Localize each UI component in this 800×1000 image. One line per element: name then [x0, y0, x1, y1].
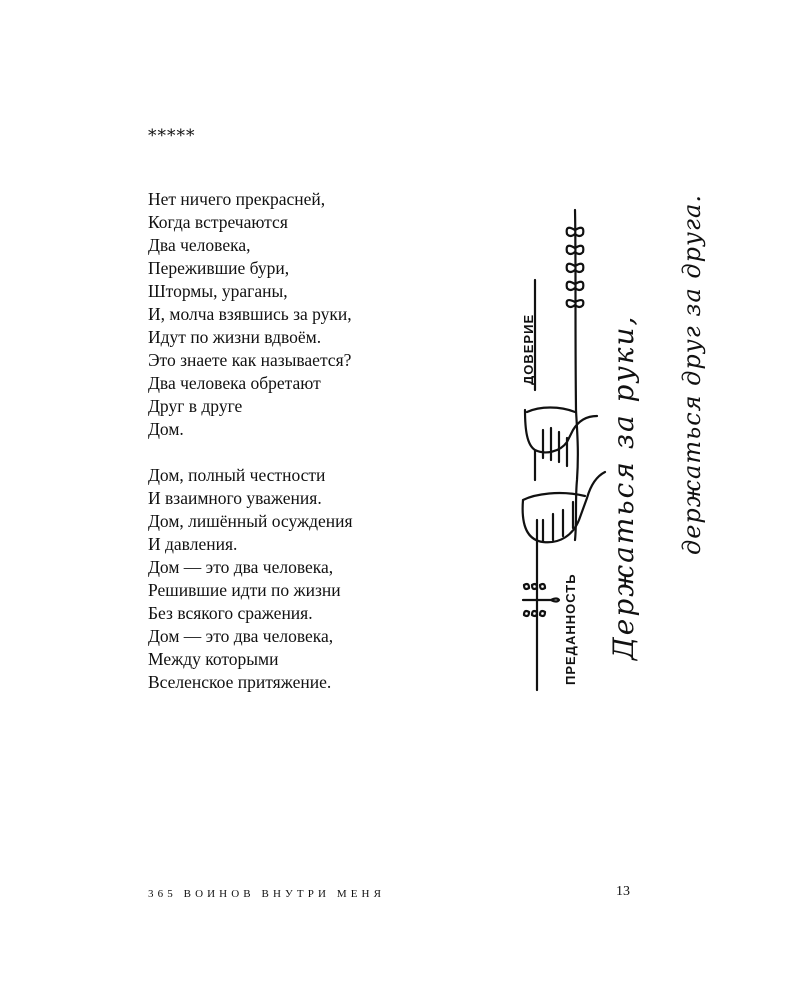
- caption-hold-hands: Держаться за руки,: [607, 314, 640, 660]
- label-trust: ДОВЕРИЕ: [521, 313, 536, 385]
- caption-hold-each-other: держаться друг за друга.: [678, 194, 706, 555]
- left-sprig-leaves: [523, 584, 559, 616]
- hands-illustration: [505, 180, 735, 720]
- running-footer-title: 365 ВОИНОВ ВНУТРИ МЕНЯ: [148, 888, 386, 900]
- poem-line: Дом.: [148, 419, 184, 439]
- poem-line: Дом — это два человека,: [148, 626, 334, 646]
- poem-line: Между которыми: [148, 649, 279, 669]
- upper-hand: [525, 408, 597, 481]
- right-stem: [575, 210, 576, 410]
- poem-line: Идут по жизни вдвоём.: [148, 327, 322, 347]
- poem-line: Без всякого сражения.: [148, 603, 313, 623]
- poem-line: Два человека обретают: [148, 373, 321, 393]
- poem-line: Друг в друге: [148, 396, 243, 416]
- poem-line: И давления.: [148, 534, 238, 554]
- poem-line: Решившие идти по жизни: [148, 580, 341, 600]
- poem-line: Дом, полный честности: [148, 465, 326, 485]
- poem-line: Два человека,: [148, 235, 251, 255]
- page-number: 13: [616, 884, 630, 899]
- poem-line: Дом — это два человека,: [148, 557, 334, 577]
- stanza-1: [148, 188, 353, 441]
- poem-line: Это знаете как называется?: [148, 350, 352, 370]
- poem-line: И взаимного уважения.: [148, 488, 322, 508]
- poem-line: И, молча взявшись за руки,: [148, 304, 352, 324]
- hands-connector: [575, 410, 578, 540]
- poem-line: Нет ничего прекрасней,: [148, 189, 326, 209]
- stanza-2: [148, 464, 353, 694]
- poem-line: Пережившие бури,: [148, 258, 290, 278]
- lower-hand: [523, 472, 605, 542]
- poem-line: Дом, лишённый осуждения: [148, 511, 353, 531]
- hands-drawing: [505, 180, 735, 720]
- poem-line: Вселенское притяжение.: [148, 672, 332, 692]
- poem-line: Когда встречаются: [148, 212, 288, 232]
- label-devotion: ПРЕДАННОСТЬ: [563, 573, 578, 685]
- poem-line: Штормы, ураганы,: [148, 281, 288, 301]
- poem-body: [148, 188, 353, 717]
- section-separator: *****: [148, 126, 196, 146]
